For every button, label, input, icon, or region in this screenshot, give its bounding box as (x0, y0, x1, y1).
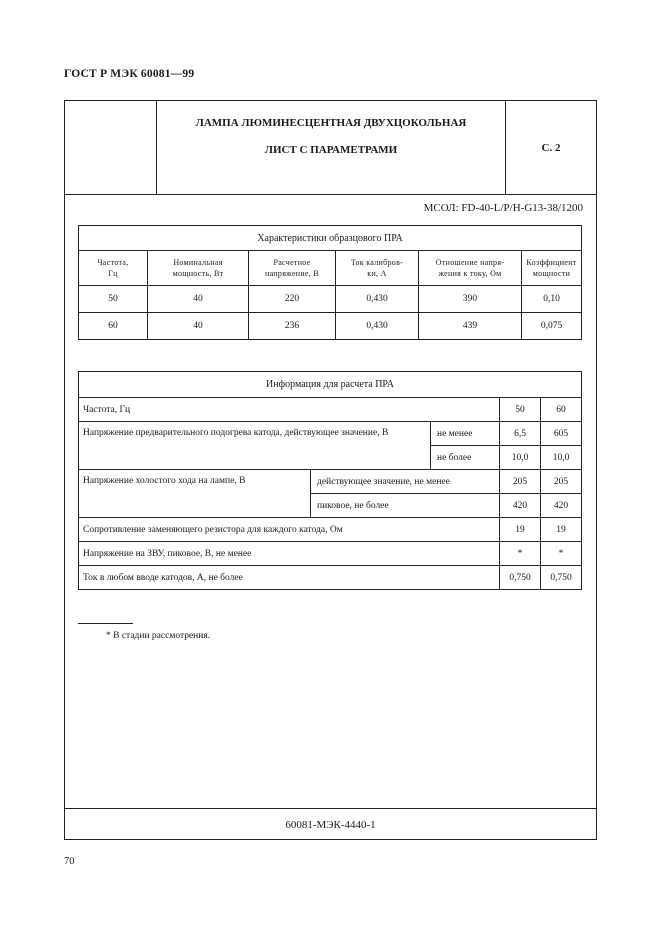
table-row (79, 542, 582, 566)
qualifier-peak: пиковое, не более (311, 494, 500, 518)
cell-power: 40 (148, 313, 249, 340)
column-header-frequency: Частота, Гц (79, 251, 148, 286)
sheet-code: 60081-МЭК-4440-1 (285, 819, 376, 831)
value-50hz: 6,5 (500, 422, 541, 446)
sheet-page-label: С. 2 (541, 142, 561, 154)
value-60hz: * (541, 542, 582, 566)
header-left-cell (64, 100, 157, 195)
table-row (79, 470, 582, 494)
value-60hz: 0,750 (541, 566, 582, 590)
row-label-open-circuit: Напряжение холостого хода на лампе, В (79, 470, 311, 518)
table-caption: Информация для расчета ПРА (79, 372, 582, 398)
value-50hz: 50 (500, 398, 541, 422)
value-60hz: 60 (541, 398, 582, 422)
reference-ballast-table (78, 225, 582, 340)
value-60hz: 420 (541, 494, 582, 518)
cell-voltage: 220 (249, 286, 336, 313)
value-60hz: 205 (541, 470, 582, 494)
cell-frequency: 50 (79, 286, 148, 313)
lamp-designation: МСОЛ: FD-40-L/P/H-G13-38/1200 (423, 202, 583, 214)
cell-power-factor: 0,075 (522, 313, 582, 340)
value-60hz: 10,0 (541, 446, 582, 470)
footnote-divider (78, 623, 133, 624)
value-60hz: 19 (541, 518, 582, 542)
table-row (79, 286, 582, 313)
document-code: ГОСТ Р МЭК 60081—99 (64, 68, 195, 80)
value-50hz: 19 (500, 518, 541, 542)
value-50hz: 420 (500, 494, 541, 518)
cell-power-factor: 0,10 (522, 286, 582, 313)
column-header-power-factor: Коэффициент мощности (522, 251, 582, 286)
value-60hz: 605 (541, 422, 582, 446)
footnote: * В стадии рассмотрения. (106, 631, 211, 641)
cell-current: 0,430 (336, 286, 419, 313)
ballast-calculation-table (78, 371, 582, 590)
value-50hz: 10,0 (500, 446, 541, 470)
value-50hz: * (500, 542, 541, 566)
table-row (79, 422, 582, 446)
qualifier-min: не менее (431, 422, 500, 446)
row-label-preheat: Напряжение предварительного подогрева катода, действующее значение, В (79, 422, 431, 470)
table-row (79, 313, 582, 340)
cell-frequency: 60 (79, 313, 148, 340)
column-header-current: Ток калибров- ки, А (336, 251, 419, 286)
cell-current: 0,430 (336, 313, 419, 340)
sheet-title: ЛАМПА ЛЮМИНЕСЦЕНТНАЯ ДВУХЦОКОЛЬНАЯ (195, 117, 467, 129)
row-label-frequency: Частота, Гц (79, 398, 500, 422)
table-row (79, 398, 582, 422)
footer-divider (64, 808, 597, 809)
cell-ratio: 390 (419, 286, 522, 313)
row-label-cathode-current: Ток в любом вводе катодов, А, не более (79, 566, 500, 590)
qualifier-rms: действующее значение, не менее (311, 470, 500, 494)
column-header-ratio: Отношение напря- жения к току, Ом (419, 251, 522, 286)
column-header-voltage: Расчетное напряжение, В (249, 251, 336, 286)
value-50hz: 0,750 (500, 566, 541, 590)
qualifier-max: не более (431, 446, 500, 470)
cell-ratio: 439 (419, 313, 522, 340)
cell-power: 40 (148, 286, 249, 313)
table-row (79, 566, 582, 590)
table-caption: Характеристики образцового ПРА (79, 226, 582, 251)
value-50hz: 205 (500, 470, 541, 494)
cell-voltage: 236 (249, 313, 336, 340)
row-label-resistor: Сопротивление заменяющего резистора для каждого катода, Ом (79, 518, 500, 542)
row-label-igniter: Напряжение на ЗВУ, пиковое, В, не менее (79, 542, 500, 566)
page-number: 70 (64, 856, 75, 867)
sheet-subtitle: ЛИСТ С ПАРАМЕТРАМИ (264, 144, 398, 156)
column-header-power: Номинальная мощность, Вт (148, 251, 249, 286)
table-row (79, 518, 582, 542)
